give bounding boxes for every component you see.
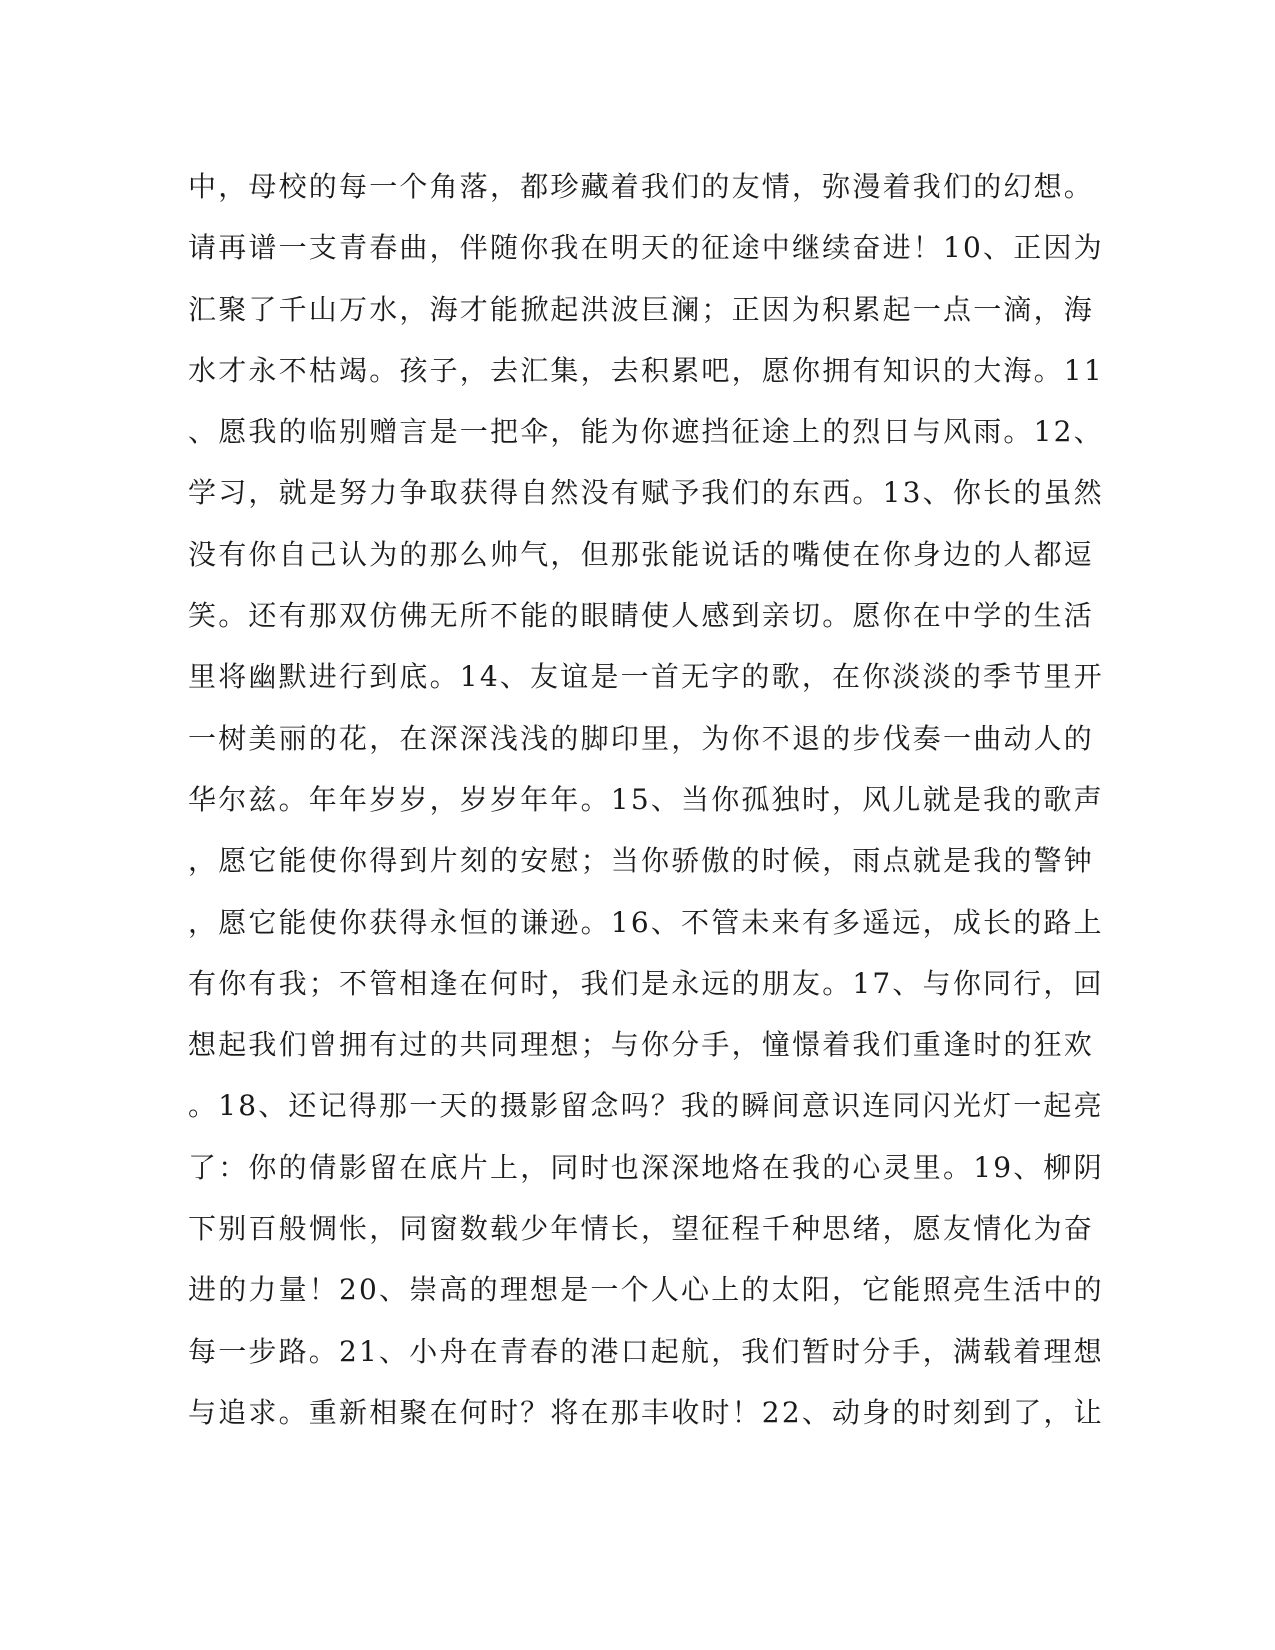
text-line: 每一步路。21、小舟在青春的港口起航，我们暂时分手，满载着理想 (188, 1334, 1104, 1368)
text-line: ，愿它能使你获得永恒的谦逊。16、不管未来有多遥远，成长的路上 (188, 905, 1104, 939)
text-line: 与追求。重新相聚在何时？将在那丰收时！22、动身的时刻到了，让 (188, 1395, 1104, 1429)
text-line: 下别百般惆怅，同窗数载少年情长，望征程千种思绪，愿友情化为奋 (188, 1212, 1095, 1246)
text-line: 想起我们曾拥有过的共同理想；与你分手，憧憬着我们重逢时的狂欢 (188, 1028, 1095, 1062)
text-line: 。18、还记得那一天的摄影留念吗？我的瞬间意识连同闪光灯一起亮 (188, 1089, 1104, 1123)
text-line: 进的力量！20、崇高的理想是一个人心上的太阳，它能照亮生活中的 (188, 1273, 1104, 1307)
text-line: ，愿它能使你得到片刻的安慰；当你骄傲的时候，雨点就是我的警钟 (188, 844, 1095, 878)
text-line: 有你有我；不管相逢在何时，我们是永远的朋友。17、与你同行，回 (188, 966, 1104, 1000)
text-line: 水才永不枯竭。孩子，去汇集，去积累吧，愿你拥有知识的大海。11 (188, 353, 1104, 387)
text-line: 没有你自己认为的那么帅气，但那张能说话的嘴使在你身边的人都逗 (188, 537, 1095, 571)
text-line: 一树美丽的花，在深深浅浅的脚印里，为你不退的步伐奏一曲动人的 (188, 721, 1095, 755)
text-line: 了：你的倩影留在底片上，同时也深深地烙在我的心灵里。19、柳阴 (188, 1150, 1104, 1184)
text-line: 汇聚了千山万水，海才能掀起洪波巨澜；正因为积累起一点一滴，海 (188, 292, 1095, 326)
text-line: 请再谱一支青春曲，伴随你我在明天的征途中继续奋进！10、正因为 (188, 231, 1104, 265)
text-line: 里将幽默进行到底。14、友谊是一首无字的歌，在你淡淡的季节里开 (188, 660, 1104, 694)
text-line: 中，母校的每一个角落，都珍藏着我们的友情，弥漫着我们的幻想。 (188, 170, 1095, 203)
text-line: 学习，就是努力争取获得自然没有赋予我们的东西。13、你长的虽然 (188, 476, 1104, 510)
text-line: 、愿我的临别赠言是一把伞，能为你遮挡征途上的烈日与风雨。12、 (188, 415, 1104, 449)
text-line: 笑。还有那双仿佛无所不能的眼睛使人感到亲切。愿你在中学的生活 (188, 599, 1095, 633)
body-text (188, 162, 1104, 1449)
text-line: 华尔兹。年年岁岁，岁岁年年。15、当你孤独时，风儿就是我的歌声 (188, 782, 1104, 816)
